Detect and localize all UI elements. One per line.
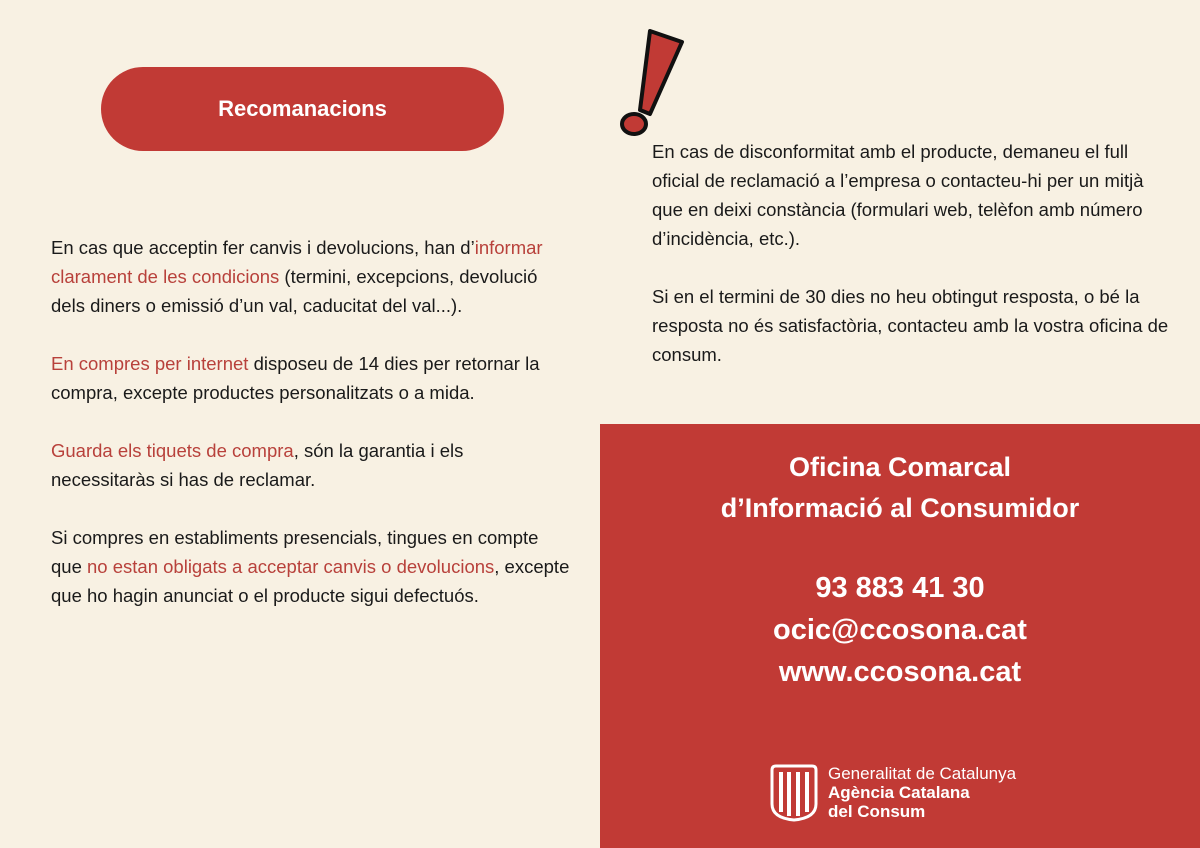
recommendations-heading [101, 67, 504, 151]
paragraph-stores [51, 523, 571, 610]
paragraph-tickets [51, 436, 571, 494]
text: En cas que acceptin fer canvis i devolucions, han d’ [51, 237, 475, 258]
text: disposeu de 14 dies per retornar la compra, excepte productes personalitzats o a mida. [51, 353, 540, 403]
logo-line: del Consum [828, 802, 926, 821]
text: , són la garantia i els necessitaràs si has de reclamar. [51, 440, 464, 490]
highlight-text: En compres per internet [51, 353, 249, 374]
office-contact [600, 567, 1200, 693]
highlight-text: Guarda els tiquets de compra [51, 440, 294, 461]
email-link[interactable]: ocic@ccosona.cat [773, 614, 1027, 646]
paragraph-conditions [51, 233, 571, 320]
paragraph-internet [51, 349, 571, 407]
highlight-text: informar clarament de les condicions [51, 237, 543, 287]
office-name [600, 447, 1200, 529]
office-name-line: Oficina Comarcal [788, 452, 1012, 482]
phone-number: 93 883 41 30 [815, 572, 985, 604]
paragraph-complaint: En cas de disconformitat amb el producte, demaneu el full oficial de reclamació a l’empresa o contacteu-hi per un mitjà que en deixi constància (formulari web, telèfon amb número d’incidència, etc.). [652, 141, 1144, 249]
generalitat-emblem-icon [768, 764, 820, 822]
logo-text [828, 764, 1016, 821]
complaint-info [652, 137, 1172, 398]
text: (termini, excepcions, devolució dels diners o emissió d’un val, caducitat del val...). [51, 266, 538, 316]
website-link[interactable]: www.ccosona.cat [778, 656, 1022, 688]
text: , excepte que ho hagin anunciat o el producte sigui defectuós. [51, 556, 570, 606]
highlight-text: no estan obligats a acceptar canvis o devolucions [87, 556, 495, 577]
text: Si compres en establiments presencials, tingues en compte que [51, 527, 539, 577]
office-name-line: d’Informació al Consumidor [720, 493, 1080, 523]
logo-line: Agència Catalana [828, 783, 970, 802]
recommendations-list [51, 233, 571, 639]
exclamation-icon [610, 26, 690, 141]
recommendations-label: Recomanacions [218, 96, 387, 121]
paragraph-deadline: Si en el termini de 30 dies no heu obtingut resposta, o bé la resposta no és satisfactòria, contacteu amb la vostra oficina de consum. [652, 286, 1169, 365]
logo-line: Generalitat de Catalunya [828, 764, 1017, 783]
generalitat-logo [768, 764, 1016, 822]
office-panel [600, 424, 1200, 848]
